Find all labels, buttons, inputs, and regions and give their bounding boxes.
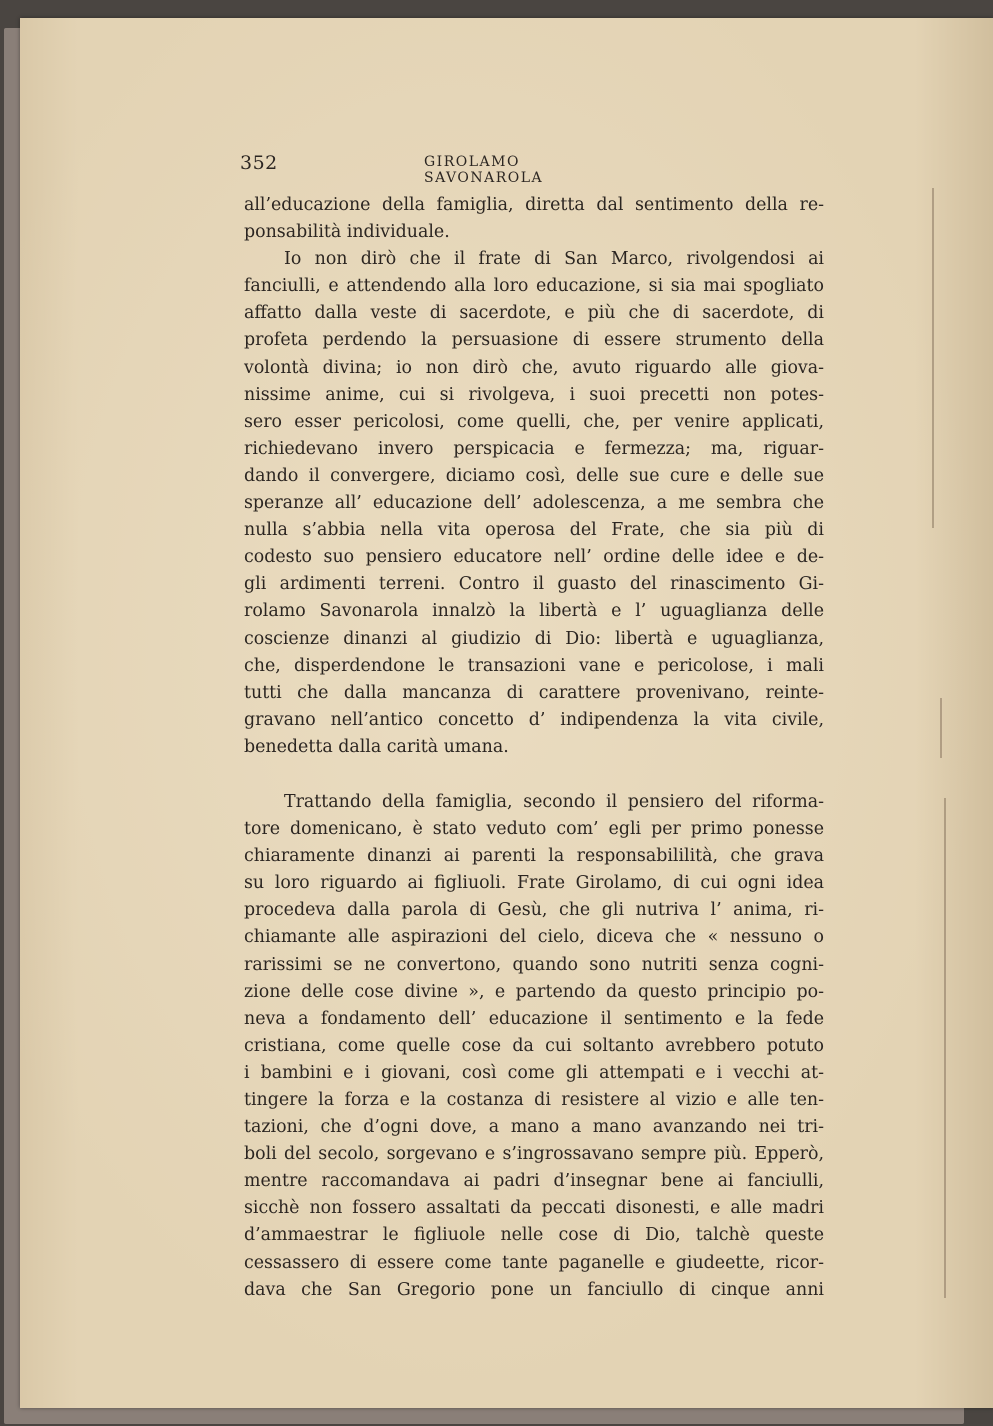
page-number: 352 <box>240 152 278 174</box>
running-head: GIROLAMO SAVONAROLA <box>424 154 544 186</box>
paragraph <box>244 246 824 761</box>
text-line: gli ardimenti terreni. Contro il guasto del rinascimento Gi- <box>244 574 824 595</box>
text-line: dava che San Gregorio pone un fanciullo di cinque anni <box>244 1279 824 1300</box>
text-line: gravano nell’antico concetto d’ indipendenza la vita civile, <box>244 709 824 730</box>
text-line: rarissimi se ne convertono, quando sono nutriti senza cogni- <box>244 954 824 975</box>
text-line: speranze all’ educazione dell’ adolescenza, a me sembra che <box>244 493 824 514</box>
text-line: nissime anime, cui si rivolgeva, i suoi precetti non potes- <box>244 384 824 405</box>
text-line: richiedevano invero perspicacia e fermezza; ma, riguar- <box>244 438 824 459</box>
paragraph <box>244 789 824 1304</box>
text-line: Trattando della famiglia, secondo il pensiero del riforma- <box>284 791 824 812</box>
text-line: sicchè non fossero assaltati da peccati disonesti, e alle madri <box>244 1198 824 1219</box>
text-line: tingere la forza e la costanza di resistere al vizio e alle ten- <box>244 1090 824 1110</box>
page-header <box>240 152 640 186</box>
text-line: d’ammaestrar le figliuole nelle cose di Dio, talchè queste <box>244 1225 824 1246</box>
text-line: chiamante alle aspirazioni del cielo, diceva che « nessuno o <box>244 927 824 948</box>
text-line: fanciulli, e attendendo alla loro educazione, si sia mai spogliato <box>244 276 824 297</box>
text-line: rolamo Savonarola innalzò la libertà e l’ uguaglianza delle <box>244 601 824 622</box>
text-line: Io non dirò che il frate di San Marco, rivolgendosi ai <box>284 249 824 270</box>
text-line: neva a fondamento dell’ educazione il sentimento e la fede <box>244 1008 824 1029</box>
text-line: zione delle cose divine », e partendo da questo principio po- <box>244 981 824 1002</box>
text-line: mentre raccomandava ai padri d’insegnar bene ai fanciulli, <box>244 1171 824 1192</box>
text-line: volontà divina; io non dirò che, avuto riguardo alle giova- <box>244 357 824 378</box>
text-line: nulla s’abbia nella vita operosa del Frate, che sia più di <box>244 520 824 541</box>
text-line: boli del secolo, sorgevano e s’ingrossavano sempre più. Epperò, <box>244 1144 824 1165</box>
text-line: benedetta dalla carità umana. <box>244 736 509 757</box>
text-line: tazioni, che d’ogni dove, a mano a mano avanzando nei tri- <box>244 1117 824 1138</box>
text-line: ponsabilità individuale. <box>244 222 450 243</box>
text-line: codesto suo pensiero educatore nell’ ordine delle idee e de- <box>244 547 824 568</box>
text-line: affatto dalla veste di sacerdote, e più che di sacerdote, di <box>244 303 824 324</box>
text-line: tutti che dalla mancanza di carattere provenivano, reinte- <box>244 682 824 703</box>
text-line: tore domenicano, è stato veduto com’ egli per primo ponesse <box>244 819 824 840</box>
text-line: cristiana, come quelle cose da cui soltanto avrebbero potuto <box>244 1035 824 1056</box>
text-line: dando il convergere, diciamo così, delle sue cure e delle sue <box>244 465 824 486</box>
page-fold-mark <box>944 798 946 1298</box>
text-line: coscienze dinanzi al giudizio di Dio: libertà e uguaglianza, <box>244 628 824 649</box>
text-line: chiaramente dinanzi ai parenti la responsabililità, che grava <box>244 846 824 867</box>
text-line: sero esser pericolosi, come quelli, che, per venire applicati, <box>244 411 824 432</box>
text-line: all’educazione della famiglia, diretta dal sentimento della re- <box>244 195 824 215</box>
paragraph-gap <box>244 761 824 789</box>
paragraph <box>244 192 824 246</box>
page-fold-mark <box>940 698 942 758</box>
text-line: profeta perdendo la persuasione di essere strumento della <box>244 330 824 351</box>
text-line: su loro riguardo ai figliuoli. Frate Girolamo, di cui ogni idea <box>244 873 824 894</box>
page-fold-mark <box>932 188 934 528</box>
text-line: procedeva dalla parola di Gesù, che gli nutriva l’ anima, ri- <box>244 900 824 921</box>
page-body-text <box>244 192 824 1304</box>
text-line: i bambini e i giovani, così come gli attempati e i vecchi at- <box>244 1062 824 1083</box>
text-line: cessassero di essere come tante paganelle e giudeette, ricor- <box>244 1252 824 1273</box>
text-line: che, disperdendone le transazioni vane e pericolose, i mali <box>244 655 824 676</box>
